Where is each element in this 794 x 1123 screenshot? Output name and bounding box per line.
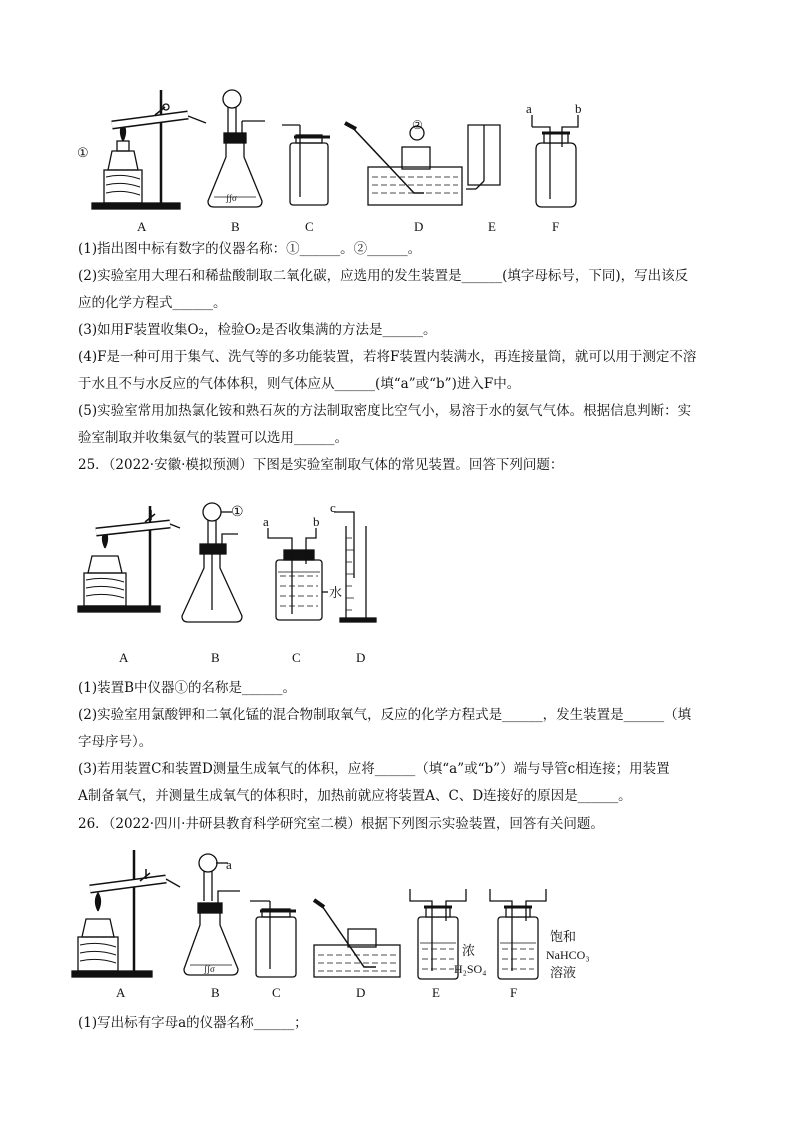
q25-part2-line2: 字母序号）。	[78, 734, 153, 750]
label-e: E	[488, 219, 496, 234]
apparatus-b-flask	[208, 90, 265, 207]
q26-heading: 26．（2022·四川·井研县教育科学研究室二模）根据下列图示实验装置，回答有关问题。	[78, 816, 604, 832]
apparatus-b-flask	[182, 503, 242, 622]
apparatus-d-water-trough	[314, 900, 400, 977]
label-h2so4: H₂SO₄	[454, 962, 487, 976]
label-port-a: a	[226, 857, 232, 872]
q24-part4-line2: 于水且不与水反应的气体体积，则气体应从______(填“a”或“b”)进入F中。	[78, 376, 521, 392]
label-a: A	[137, 219, 147, 234]
label-circle-2: ②	[412, 118, 423, 132]
label-a: A	[116, 985, 126, 1000]
label-a: A	[119, 650, 129, 665]
q24-part1: (1)指出图中标有数字的仪器名称：①______。②______。	[78, 241, 422, 257]
apparatus-a-heating	[78, 506, 180, 612]
q24-part4-line1: (4)F是一种可用于集气、洗气等的多功能装置，若将F装置内装满水，再连接量筒，就可以用于测定不溶	[78, 349, 697, 365]
label-d: D	[356, 650, 366, 665]
q24-part3: (3)如用F装置收集O₂，检验O₂是否收集满的方法是______。	[78, 322, 437, 338]
label-b: B	[231, 219, 240, 234]
apparatus-e-bottle	[466, 125, 500, 189]
svg-text:ʃʃσ: ʃʃσ	[226, 193, 237, 203]
q25-part3-line2: A制备氧气，并测量生成氧气的体积时，加热前就应将装置A、C、D连接好的原因是______。	[78, 788, 632, 804]
label-water: 水	[329, 585, 343, 600]
apparatus-c-gas-bottle	[250, 901, 296, 977]
label-b: B	[211, 985, 220, 1000]
label-nahco3: NaHCO₃	[546, 948, 590, 962]
label-circle-1: ①	[231, 505, 244, 520]
q25-part3-line1: (3)若用装置C和装置D测量生成氧气的体积，应将______（填“a”或“b”）端与导管c相连接；用装置	[78, 761, 670, 777]
label-port-a: a	[263, 514, 269, 529]
q25-heading: 25．（2022·安徽·模拟预测）下图是实验室制取气体的常见装置。回答下列问题：	[78, 457, 564, 473]
label-saturated: 饱和	[550, 929, 577, 944]
label-conc: 浓	[462, 943, 476, 958]
label-f: F	[552, 219, 560, 234]
q24-part5-line1: (5)实验室常用加热氯化铵和熟石灰的方法制取密度比空气小，易溶于水的氨气气体。根据信息判断：实	[78, 403, 692, 419]
q24-part5-line2: 验室制取并收集氨气的装置可以选用______。	[78, 430, 348, 446]
apparatus-a-heating	[92, 90, 206, 209]
label-port-b: b	[313, 514, 320, 529]
label-c: C	[305, 219, 314, 234]
label-b: B	[211, 650, 220, 665]
apparatus-f-bottle	[532, 115, 578, 207]
label-solution: 溶液	[550, 965, 577, 980]
apparatus-c-bottle	[268, 528, 328, 620]
apparatus-b-flask	[184, 854, 240, 975]
label-d: D	[414, 219, 424, 234]
figure-q26-apparatus	[0, 845, 794, 1005]
apparatus-d-cylinder	[334, 512, 376, 622]
label-d: D	[356, 985, 366, 1000]
q24-part2-line1: (2)实验室用大理石和稀盐酸制取二氧化碳，应选用的发生装置是______(填字母标号，下同)，写出该反	[78, 268, 689, 284]
label-port-a: a	[526, 101, 532, 116]
svg-text:ʃʃσ: ʃʃσ	[204, 964, 215, 974]
label-port-c: c	[330, 500, 336, 515]
figure-q24-apparatus	[0, 85, 794, 235]
label-c: C	[292, 650, 301, 665]
q25-part2-line1: (2)实验室用氯酸钾和二氧化锰的混合物制取氧气，反应的化学方程式是______，发生装置是______（填	[78, 707, 692, 723]
apparatus-d-water-trough	[345, 123, 462, 205]
figure-q25-apparatus	[0, 498, 794, 668]
q25-part1: (1)装置B中仪器①的名称是______。	[78, 680, 297, 696]
apparatus-f-wash-bottle	[490, 889, 546, 979]
label-c: C	[272, 985, 281, 1000]
label-port-b: b	[575, 101, 582, 116]
label-circle-1: ①	[77, 145, 89, 160]
q24-part2-line2: 应的化学方程式______。	[78, 295, 227, 311]
apparatus-a-heating	[72, 850, 180, 977]
label-f: F	[510, 985, 518, 1000]
label-e: E	[432, 985, 440, 1000]
q26-part1: (1)写出标有字母a的仪器名称______；	[78, 1015, 308, 1031]
apparatus-c-gas-bottle	[282, 125, 330, 205]
